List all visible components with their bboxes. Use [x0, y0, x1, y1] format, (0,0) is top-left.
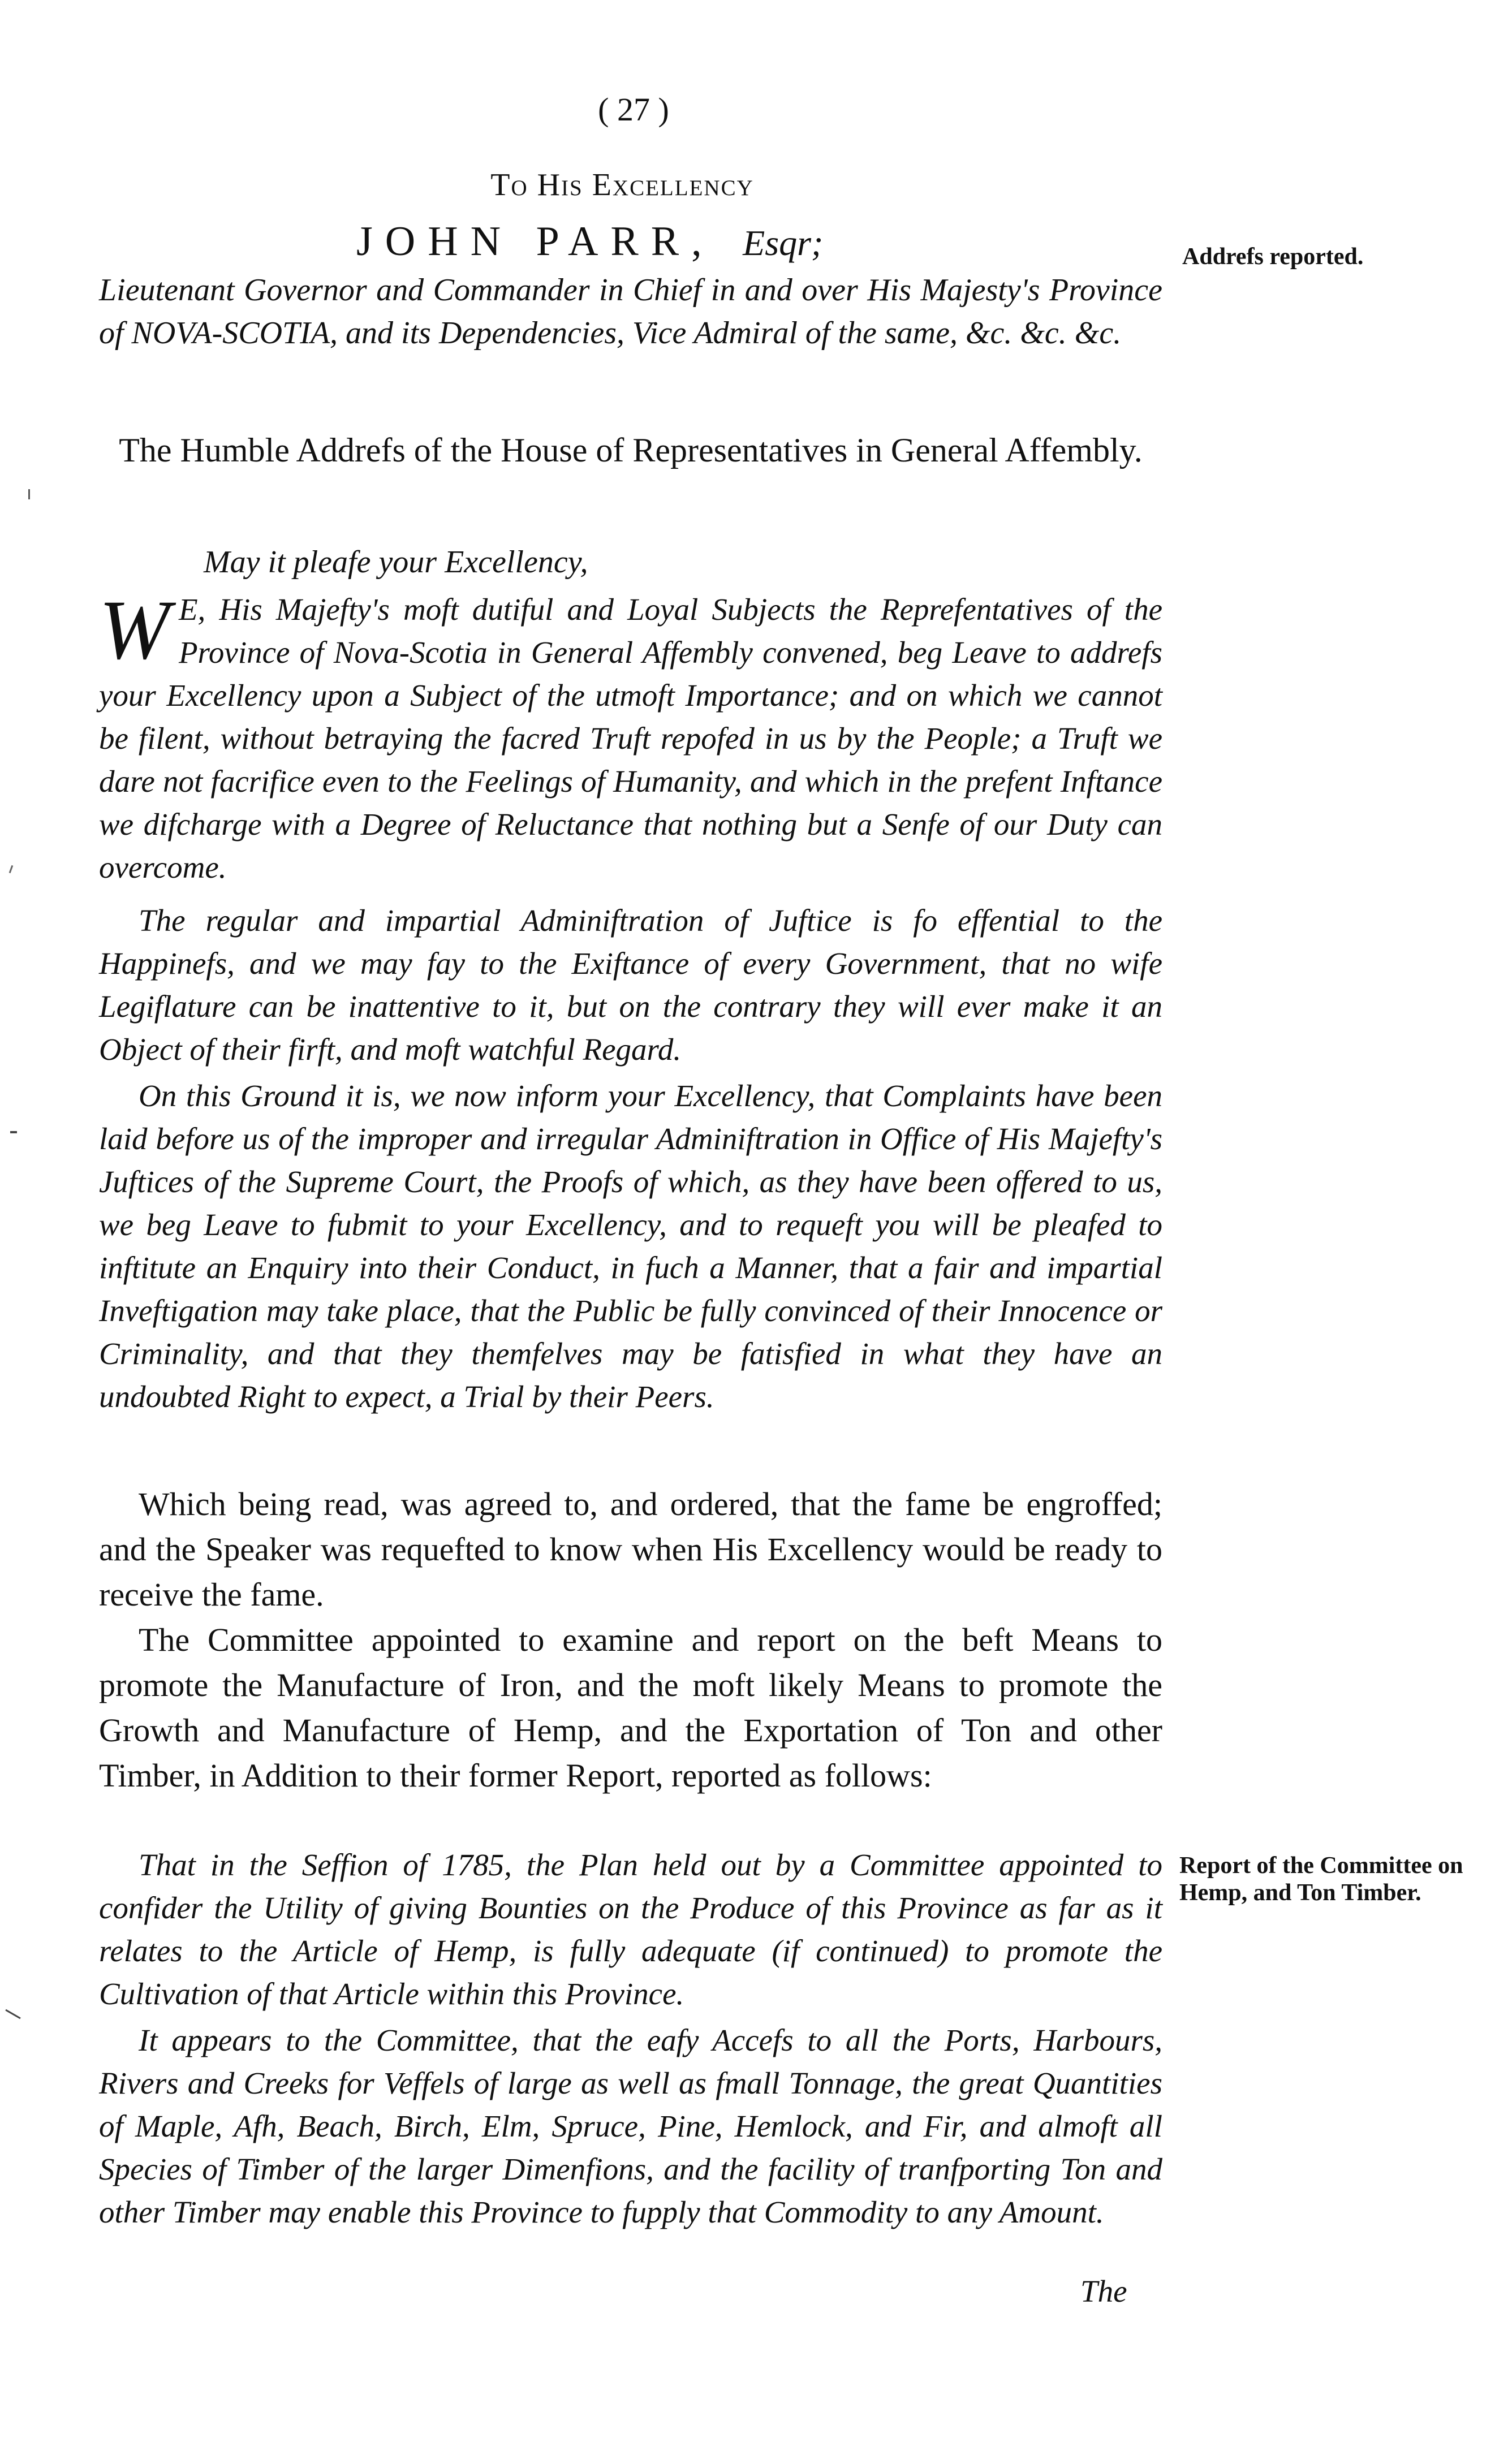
minutes-paragraph-read: Which being read, was agreed to, and ordered, that the fame be engroffed; and the Speaker was requefted to know when His Excellency would be ready to receive the fame. [99, 1486, 1162, 1613]
address-paragraph-1 [99, 583, 1162, 889]
recipient-esquire: Esqr; [743, 223, 824, 263]
report-paragraph-timber: It appears to the Committee, that the eafy Accefs to all the Ports, Harbours, Rivers and Creeks for Veffels of large as well as fmall Tonnage, the great Quantities of Maple, Afh, Beach, Birch, Elm, Spruce, Pine, Hemlock, and Fir, and almoft all Species of Timber of the larger Dimenfions, and the facility of tranfporting Ton and other Timber may enable this Province to fupply that Commodity to any Amount. [99, 2023, 1162, 2229]
report-paragraph-hemp: That in the Seffion of 1785, the Plan held out by a Committee appointed to confider the Utility of giving Bounties on the Produce of this Province as far as it relates to the Article of Hemp, is fully adequate (if continued) to promote the Cultivation of that Article within this Province. [99, 1848, 1162, 2011]
drop-cap: W [99, 583, 170, 677]
margin-speck [10, 1131, 17, 1133]
recipient-name-text: JOHN PARR, [356, 218, 714, 265]
page-number: ( 27 ) [598, 91, 669, 128]
margin-speck [5, 2009, 20, 2019]
address-title: The Humble Addrefs of the House of Representatives in General Affembly. [119, 431, 1143, 469]
address-recipient-line: To His Excellency [490, 167, 754, 202]
address-paragraph-3: On this Ground it is, we now inform your Excellency, that Complaints have been laid before us of the improper and irregular Adminiftration in Office of His Majefty's Juftices of the Supreme Court, the Proofs of which, as they have been offered to us, we beg Leave to fubmit to your Excellency, and to requeft you will be pleafed to inftitute an Enquiry into their Conduct, in fuch a Manner, that a fair and impartial Inveftigation may take place, that the Public be fully convinced of their Innocence or Criminality, and that they themfelves may be fatisfied in what they have an undoubted Right to expect, a Trial by their Peers. [99, 1078, 1162, 1414]
salutation: May it pleafe your Excellency, [204, 545, 588, 580]
catchword: The [1080, 2274, 1127, 2308]
margin-speck [9, 865, 14, 873]
recipient-name [356, 218, 979, 266]
address-paragraph-1-text: E, His Majefty's moft dutiful and Loyal Subjects the Reprefentatives of the Province of Nova-Scotia in General Affembly convened, beg Leave to addrefs your Excellency upon a Subject of the utmoft Importance; and on which we cannot be filent, without betraying the facred Truft repofed in us by the People; a Truft we dare not facrifice even to the Feelings of Humanity, and which in the prefent Inftance we difcharge with a Degree of Reluctance that nothing but a Senfe of our Duty can overcome. [99, 592, 1162, 884]
margin-note-report-committee: Report of the Committee on Hemp, and Ton Timber. [1179, 1853, 1463, 1906]
recipient-titles: Lieutenant Governor and Commander in Chief in and over His Majesty's Province of NOVA-SCOTIA, and its Dependencies, Vice Admiral of the same, &c. &c. &c. [99, 273, 1162, 351]
margin-speck [28, 489, 30, 499]
minutes-paragraph-committee: The Committee appointed to examine and report on the beft Means to promote the Manufacture of Iron, and the moft likely Means to promote the Growth and Manufacture of Hemp, and the Exportation of Ton and other Timber, in Addition to their former Report, reported as follows: [99, 1621, 1162, 1794]
margin-note-address-reported: Addrefs reported. [1182, 244, 1364, 270]
address-paragraph-2: The regular and impartial Adminiftration of Juftice is fo effential to the Happinefs, and we may fay to the Exiftance of every Government, that no wife Legiflature can be inattentive to it, but on the contrary they will ever make it an Object of their firft, and moft watchful Regard. [99, 903, 1162, 1067]
